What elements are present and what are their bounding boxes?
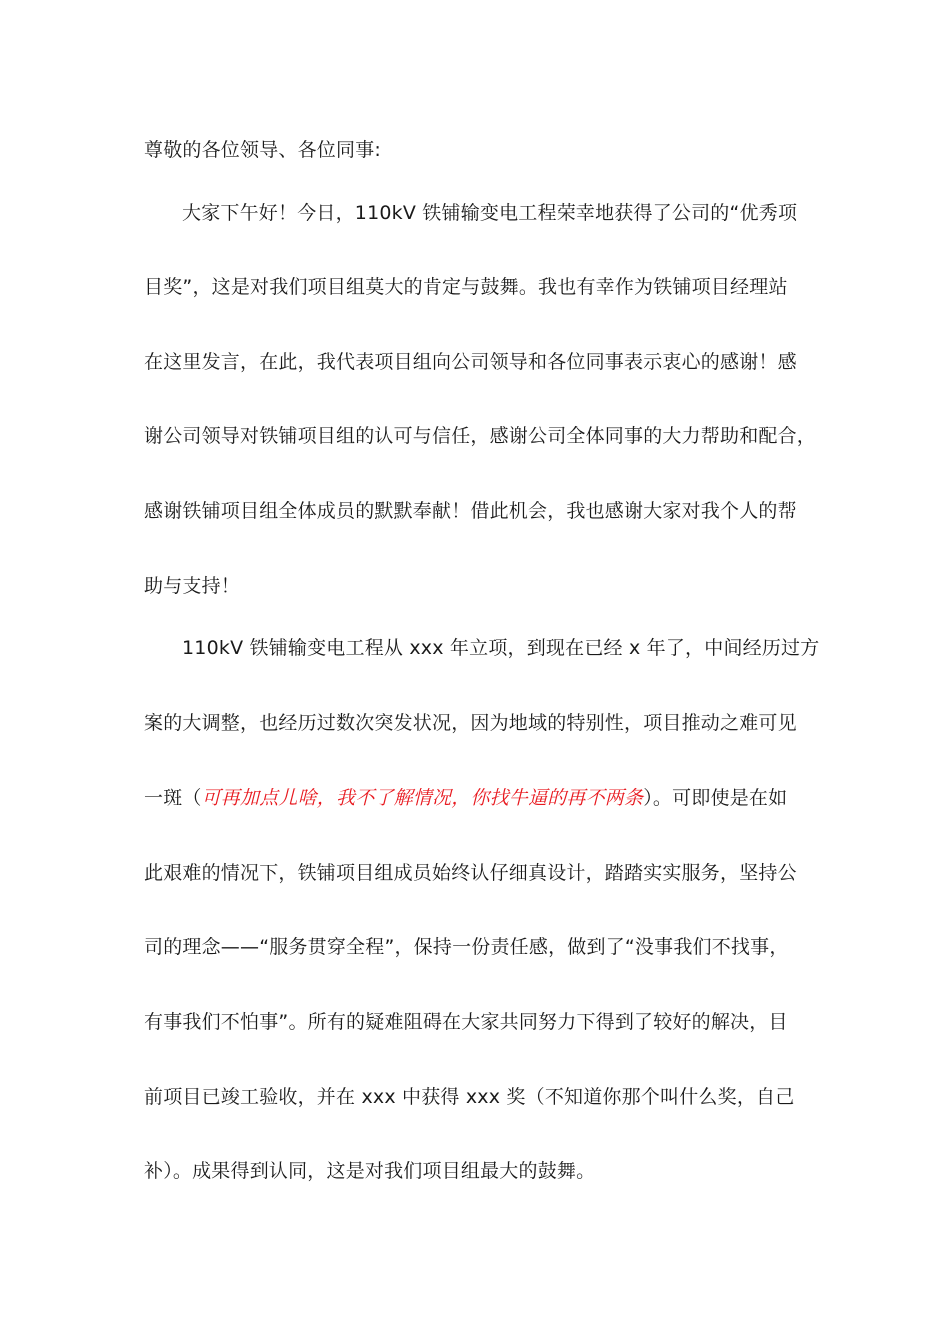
paragraph-1-line: 谢公司领导对铁铺项目组的认可与信任，感谢公司全体同事的大力帮助和配合，: [144, 425, 817, 447]
editor-annotation: 可再加点儿啥，我不了解情况，你找牛逼的再不两条: [201, 787, 644, 809]
paragraph-1-line: 目奖”，这是对我们项目组莫大的肯定与鼓舞。我也有幸作为铁铺项目经理站: [144, 276, 788, 298]
paragraph-2-text: 一斑（: [144, 787, 202, 809]
salutation: 尊敬的各位领导、各位同事:: [144, 139, 382, 161]
paragraph-1-line: 感谢铁铺项目组全体成员的默默奉献！借此机会，我也感谢大家对我个人的帮: [144, 500, 797, 522]
paragraph-2-line: 110kV 铁铺输变电工程从 xxx 年立项，到现在已经 x 年了，中间经历过方: [182, 637, 820, 659]
paragraph-2-line: 案的大调整，也经历过数次突发状况，因为地域的特别性，项目推动之难可见: [144, 712, 797, 734]
paragraph-1-line: 在这里发言，在此，我代表项目组向公司领导和各位同事表示衷心的感谢！感: [144, 351, 797, 373]
paragraph-2-line: 此艰难的情况下，铁铺项目组成员始终认仔细真设计，踏踏实实服务，坚持公: [144, 862, 797, 884]
paragraph-2-line: 补）。成果得到认同，这是对我们项目组最大的鼓舞。: [144, 1160, 596, 1182]
paragraph-2-line: 前项目已竣工验收，并在 xxx 中获得 xxx 奖（不知道你那个叫什么奖，自己: [144, 1086, 795, 1108]
paragraph-2-line: 司的理念——“服务贯穿全程”，保持一份责任感，做到了“没事我们不找事，: [144, 936, 789, 958]
paragraph-2-line: 有事我们不怕事”。所有的疑难阻碍在大家共同努力下得到了较好的解决，目: [144, 1011, 788, 1033]
paragraph-1-line: 大家下午好！今日，110kV 铁铺输变电工程荣幸地获得了公司的“优秀项: [182, 202, 798, 224]
paragraph-2-text: ）。可即使是在如: [643, 787, 788, 809]
paragraph-2-line: [144, 786, 787, 810]
paragraph-1-line: 助与支持！: [144, 575, 241, 597]
